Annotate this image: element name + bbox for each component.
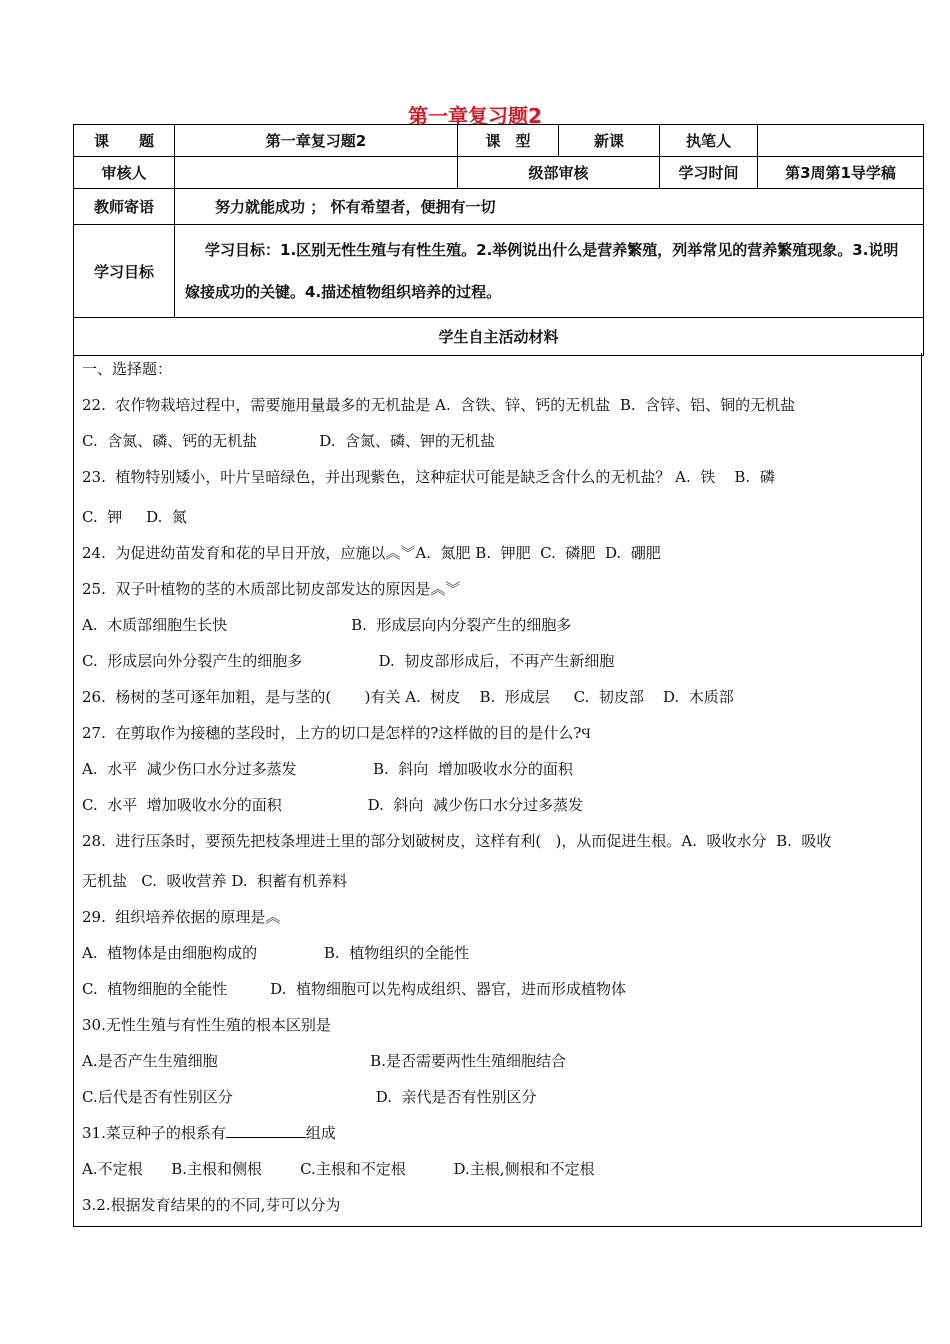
question-line: 23. 植物特别矮小，叶片呈暗绿色，并出现紫色，这种症状可能是缺乏含什么的无机盐？ A. 铁 B. 磷 xyxy=(82,468,775,486)
question-text: 31.菜豆种子的根系有 xyxy=(82,1124,226,1142)
section-heading: 学生自主活动材料 xyxy=(74,318,924,356)
question-line: 26. 杨树的茎可逐年加粗，是与茎的( )有关 A. 树皮 B. 形成层 C. 韧皮部 D. 木质部 xyxy=(82,688,734,706)
question-line: C.后代是否有性别区分 D. 亲代是否有性别区分 xyxy=(82,1088,537,1106)
question-line: 22. 农作物栽培过程中，需要施用量最多的无机盐是 A. 含铁、锌、钙的无机盐 B. 含锌、铝、铜的无机盐 xyxy=(82,396,796,414)
question-line: 27. 在剪取作为接穗的茎段时，上方的切口是怎样的?这样做的目的是什么?Ϥ xyxy=(82,724,591,742)
question-line: A. 水平 减少伤口水分过多蒸发 B. 斜向 增加吸收水分的面积 xyxy=(82,760,573,778)
topic-value: 第一章复习题2 xyxy=(175,125,458,157)
label-reviewer: 审核人 xyxy=(74,157,175,189)
author-value xyxy=(758,125,924,157)
question-line: A.不定根 B.主根和侧根 C.主根和不定根 D.主根,侧根和不定根 xyxy=(82,1160,595,1178)
question-area xyxy=(73,353,922,1227)
question-line: 无机盐 C. 吸收营养 D. 积蓄有机养料 xyxy=(82,872,348,890)
type-value: 新课 xyxy=(559,125,660,157)
question-line: 30.无性生殖与有性生殖的根本区别是 xyxy=(82,1016,331,1034)
question-line: 28. 进行压条时，要预先把枝条埋进土里的部分划破树皮，这样有利( )，从而促进生根。A. 吸收水分 B. 吸收 xyxy=(82,832,832,850)
label-dept: 级部审核 xyxy=(458,157,660,189)
teacher-message: 努力就能成功 ； 怀有希望者，便拥有一切 xyxy=(175,189,924,225)
section-label: 一、选择题： xyxy=(82,360,173,378)
question-line xyxy=(82,1122,336,1143)
time-value: 第3周第1导学稿 xyxy=(758,157,924,189)
question-line: A.是否产生生殖细胞 B.是否需要两性生殖细胞结合 xyxy=(82,1052,566,1070)
document-title: 第一章复习题2 xyxy=(408,104,542,128)
question-line: C. 水平 增加吸收水分的面积 D. 斜向 减少伤口水分过多蒸发 xyxy=(82,796,583,814)
question-line: C. 植物细胞的全能性 D. 植物细胞可以先构成组织、器官，进而形成植物体 xyxy=(82,980,626,998)
label-author: 执笔人 xyxy=(660,125,758,157)
learning-goals: 学习目标：1.区别无性生殖与有性生殖。2.举例说出什么是营养繁殖，列举常见的营养繁殖现象。3.说明嫁接成功的关键。4.描述植物组织培养的过程。 xyxy=(175,225,924,318)
question-line: A. 植物体是由细胞构成的 B. 植物组织的全能性 xyxy=(82,944,470,962)
blank-underline[interactable] xyxy=(226,1123,306,1138)
question-line: 24. 为促进幼苗发育和花的早日开放，应施以︽︾A. 氮肥 B. 钾肥 C. 磷肥 D. 硼肥 xyxy=(82,544,661,562)
label-goal: 学习目标 xyxy=(74,225,175,318)
question-line: C. 钾 D. 氮 xyxy=(82,508,187,526)
reviewer-value xyxy=(175,157,458,189)
question-line: C. 含氮、磷、钙的无机盐 D. 含氮、磷、钾的无机盐 xyxy=(82,432,496,450)
label-type: 课 型 xyxy=(458,125,559,157)
question-line: 29. 组织培养依据的原理是︽ xyxy=(82,908,281,926)
question-line: 3.2.根据发育结果的的不同,芽可以分为 xyxy=(82,1196,341,1214)
question-text-tail: 组成 xyxy=(305,1124,336,1142)
label-time: 学习时间 xyxy=(660,157,758,189)
label-message: 教师寄语 xyxy=(74,189,175,225)
question-line: C. 形成层向外分裂产生的细胞多 D. 韧皮部形成后，不再产生新细胞 xyxy=(82,652,615,670)
question-line: 25. 双子叶植物的茎的木质部比韧皮部发达的原因是︽︾ xyxy=(82,580,461,598)
header-table xyxy=(73,124,924,356)
label-topic: 课 题 xyxy=(74,125,175,157)
question-line: A. 木质部细胞生长快 B. 形成层向内分裂产生的细胞多 xyxy=(82,616,572,634)
